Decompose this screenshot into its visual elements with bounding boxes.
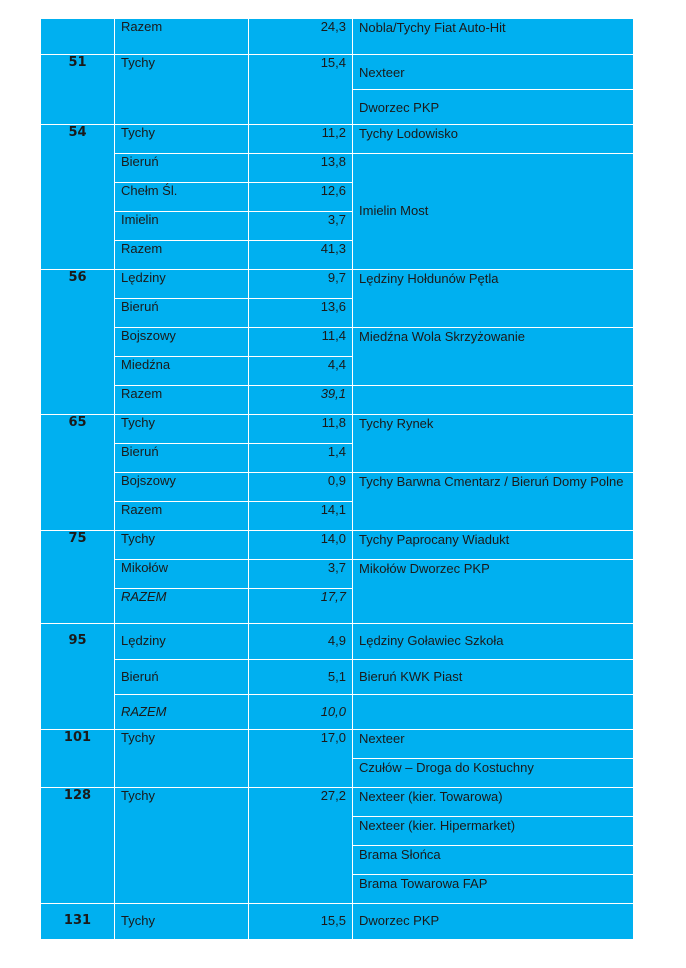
table-row [41, 386, 634, 415]
table-row [41, 125, 634, 154]
table-row [41, 154, 634, 183]
distance-cell: 10,0 [249, 695, 353, 730]
municipality-cell: Imielin [115, 212, 249, 241]
distance-cell: 4,4 [249, 357, 353, 386]
table-row [41, 788, 634, 817]
municipality-cell: Tychy [115, 730, 249, 788]
line-number-cell: 56 [41, 270, 115, 415]
stop-cell [353, 386, 634, 415]
municipality-cell: Miedźna [115, 357, 249, 386]
distance-cell: 3,7 [249, 560, 353, 589]
municipality-cell: Lędziny [115, 270, 249, 299]
distance-cell: 17,0 [249, 730, 353, 788]
table-row [41, 328, 634, 357]
distance-cell: 17,7 [249, 589, 353, 624]
distance-cell: 41,3 [249, 241, 353, 270]
line-number-cell: 95 [41, 624, 115, 730]
municipality-cell: Razem [115, 19, 249, 55]
distance-cell: 12,6 [249, 183, 353, 212]
table-row [41, 531, 634, 560]
table-row [41, 560, 634, 589]
stop-cell: Tychy Paprocany Wiadukt [353, 531, 634, 560]
stop-cell: Tychy Barwna Cmentarz / Bieruń Domy Polne [353, 473, 634, 531]
distance-cell: 11,4 [249, 328, 353, 357]
table-row [41, 730, 634, 759]
distance-cell: 15,4 [249, 55, 353, 125]
stop-cell: Lędziny Hołdunów Pętla [353, 270, 634, 328]
municipality-cell: Tychy [115, 125, 249, 154]
line-number-cell: 54 [41, 125, 115, 270]
stop-cell: Mikołów Dworzec PKP [353, 560, 634, 624]
table-row [41, 695, 634, 730]
stop-cell: Nexteer (kier. Towarowa) [353, 788, 634, 817]
stop-cell: Lędziny Goławiec Szkoła [353, 624, 634, 660]
distance-cell: 1,4 [249, 444, 353, 473]
distance-cell: 4,9 [249, 624, 353, 660]
distance-cell: 13,6 [249, 299, 353, 328]
line-number-cell: 101 [41, 730, 115, 788]
municipality-cell: Mikołów [115, 560, 249, 589]
municipality-cell: Bieruń [115, 299, 249, 328]
municipality-cell: RAZEM [115, 589, 249, 624]
distance-cell: 5,1 [249, 660, 353, 695]
distance-cell: 3,7 [249, 212, 353, 241]
stop-cell: Imielin Most [353, 154, 634, 270]
stop-cell: Nobla/Tychy Fiat Auto-Hit [353, 19, 634, 55]
line-number-cell: 128 [41, 788, 115, 904]
municipality-cell: Razem [115, 386, 249, 415]
distance-cell: 14,0 [249, 531, 353, 560]
municipality-cell: Lędziny [115, 624, 249, 660]
table-row [41, 904, 634, 940]
distance-cell: 15,5 [249, 904, 353, 940]
municipality-cell: Tychy [115, 904, 249, 940]
table-row [41, 270, 634, 299]
distance-cell: 0,9 [249, 473, 353, 502]
municipality-cell: RAZEM [115, 695, 249, 730]
stop-cell: Brama Słońca [353, 846, 634, 875]
line-number-cell [41, 19, 115, 55]
table-row [41, 415, 634, 444]
municipality-cell: Bieruń [115, 660, 249, 695]
distance-cell: 9,7 [249, 270, 353, 299]
stop-cell: Dworzec PKP [353, 90, 634, 125]
distance-cell: 11,2 [249, 125, 353, 154]
table-row [41, 660, 634, 695]
municipality-cell: Tychy [115, 531, 249, 560]
stop-cell: Miedźna Wola Skrzyżowanie [353, 328, 634, 386]
municipality-cell: Tychy [115, 788, 249, 904]
municipality-cell: Chełm Śl. [115, 183, 249, 212]
table-row [41, 473, 634, 502]
municipality-cell: Bojszowy [115, 328, 249, 357]
municipality-cell: Razem [115, 241, 249, 270]
stop-cell: Tychy Lodowisko [353, 125, 634, 154]
line-number-cell: 65 [41, 415, 115, 531]
line-number-cell: 75 [41, 531, 115, 624]
municipality-cell: Tychy [115, 55, 249, 125]
routes-table [40, 18, 634, 940]
stop-cell: Nexteer [353, 730, 634, 759]
table-row [41, 19, 634, 55]
distance-cell: 13,8 [249, 154, 353, 183]
stop-cell: Nexteer [353, 55, 634, 90]
line-number-cell: 131 [41, 904, 115, 940]
table-row [41, 624, 634, 660]
distance-cell: 27,2 [249, 788, 353, 904]
municipality-cell: Tychy [115, 415, 249, 444]
line-number-cell: 51 [41, 55, 115, 125]
distance-cell: 11,8 [249, 415, 353, 444]
municipality-cell: Bojszowy [115, 473, 249, 502]
stop-cell: Czułów – Droga do Kostuchny [353, 759, 634, 788]
municipality-cell: Razem [115, 502, 249, 531]
stop-cell: Brama Towarowa FAP [353, 875, 634, 904]
stop-cell: Dworzec PKP [353, 904, 634, 940]
stop-cell: Bieruń KWK Piast [353, 660, 634, 695]
distance-cell: 14,1 [249, 502, 353, 531]
stop-cell: Nexteer (kier. Hipermarket) [353, 817, 634, 846]
table-row [41, 55, 634, 90]
stop-cell: Tychy Rynek [353, 415, 634, 473]
municipality-cell: Bieruń [115, 154, 249, 183]
distance-cell: 24,3 [249, 19, 353, 55]
distance-cell: 39,1 [249, 386, 353, 415]
stop-cell [353, 695, 634, 730]
municipality-cell: Bieruń [115, 444, 249, 473]
